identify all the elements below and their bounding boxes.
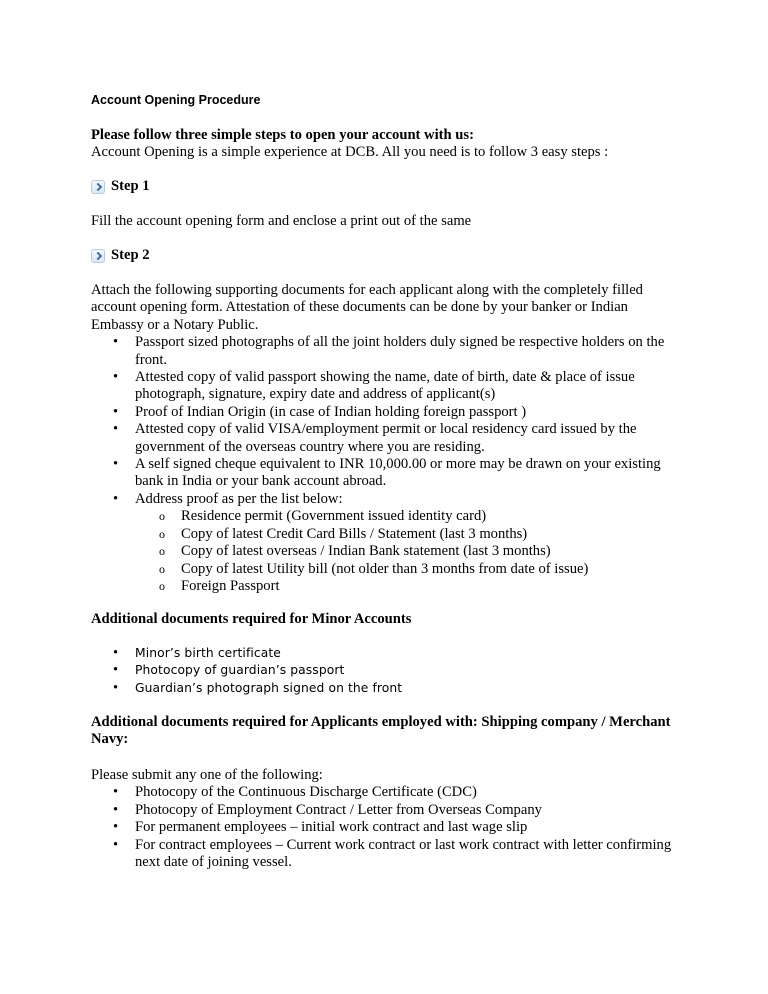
list-item: • Attested copy of valid passport showing the name, date of birth, date & place of issue photograph, signature, expiry date and address of applicant(s) (91, 369, 676, 404)
list-item: • Attested copy of valid VISA/employment permit or local residency card issued by the government of the overseas country where you are residing. (91, 421, 676, 456)
step-2-label: Step 2 (111, 247, 150, 263)
chevron-right-icon (91, 180, 105, 194)
step-2-section (91, 282, 676, 595)
sublist-item: o Foreign Passport (91, 578, 676, 595)
list-item: • Address proof as per the list below: (91, 491, 676, 508)
step-2-heading (91, 247, 676, 264)
shipping-document-list (91, 784, 676, 871)
step-1-label: Step 1 (111, 178, 150, 194)
list-item: • Passport sized photographs of all the joint holders duly signed be respective holders on the front. (91, 334, 676, 369)
sublist-item: o Copy of latest overseas / Indian Bank statement (last 3 months) (91, 543, 676, 560)
chevron-right-icon (91, 249, 105, 263)
step-1-text: Fill the account opening form and enclose a print out of the same (91, 213, 472, 229)
intro-heading: Please follow three simple steps to open your account with us: (91, 127, 474, 143)
list-item: • Minor’s birth certificate (91, 645, 676, 662)
minor-document-list (91, 645, 676, 697)
document-title: Account Opening Procedure (91, 93, 261, 107)
step-2-document-list (91, 334, 676, 508)
shipping-heading: Additional documents required for Applicants employed with: Shipping company / Merchant Navy: (91, 714, 671, 748)
step-2-text: Attach the following supporting documents for each applicant along with the completely filled account opening form. Attestation of these documents can be done by your banker or Indian Embassy or a Notary Public. (91, 282, 643, 333)
step-1-heading (91, 178, 676, 195)
minor-heading: Additional documents required for Minor Accounts (91, 611, 412, 627)
list-item: • Photocopy of guardian’s passport (91, 662, 676, 679)
list-item: • Guardian’s photograph signed on the front (91, 680, 676, 697)
list-item: • A self signed cheque equivalent to INR 10,000.00 or more may be drawn on your existing bank in India or your bank account abroad. (91, 456, 676, 491)
shipping-section (91, 767, 676, 871)
sublist-item: o Copy of latest Utility bill (not older than 3 months from date of issue) (91, 561, 676, 578)
list-item: • Proof of Indian Origin (in case of Indian holding foreign passport ) (91, 404, 676, 421)
intro-text: Account Opening is a simple experience at DCB. All you need is to follow 3 easy steps : (91, 144, 609, 160)
address-proof-sublist (91, 508, 676, 595)
list-item: • For contract employees – Current work contract or last work contract with letter confirming next date of joining vessel. (91, 837, 676, 872)
list-item: • Photocopy of Employment Contract / Letter from Overseas Company (91, 802, 676, 819)
sublist-item: o Copy of latest Credit Card Bills / Statement (last 3 months) (91, 526, 676, 543)
list-item: • For permanent employees – initial work contract and last wage slip (91, 819, 676, 836)
sublist-item: o Residence permit (Government issued identity card) (91, 508, 676, 525)
shipping-intro: Please submit any one of the following: (91, 767, 323, 783)
list-item: • Photocopy of the Continuous Discharge Certificate (CDC) (91, 784, 676, 801)
